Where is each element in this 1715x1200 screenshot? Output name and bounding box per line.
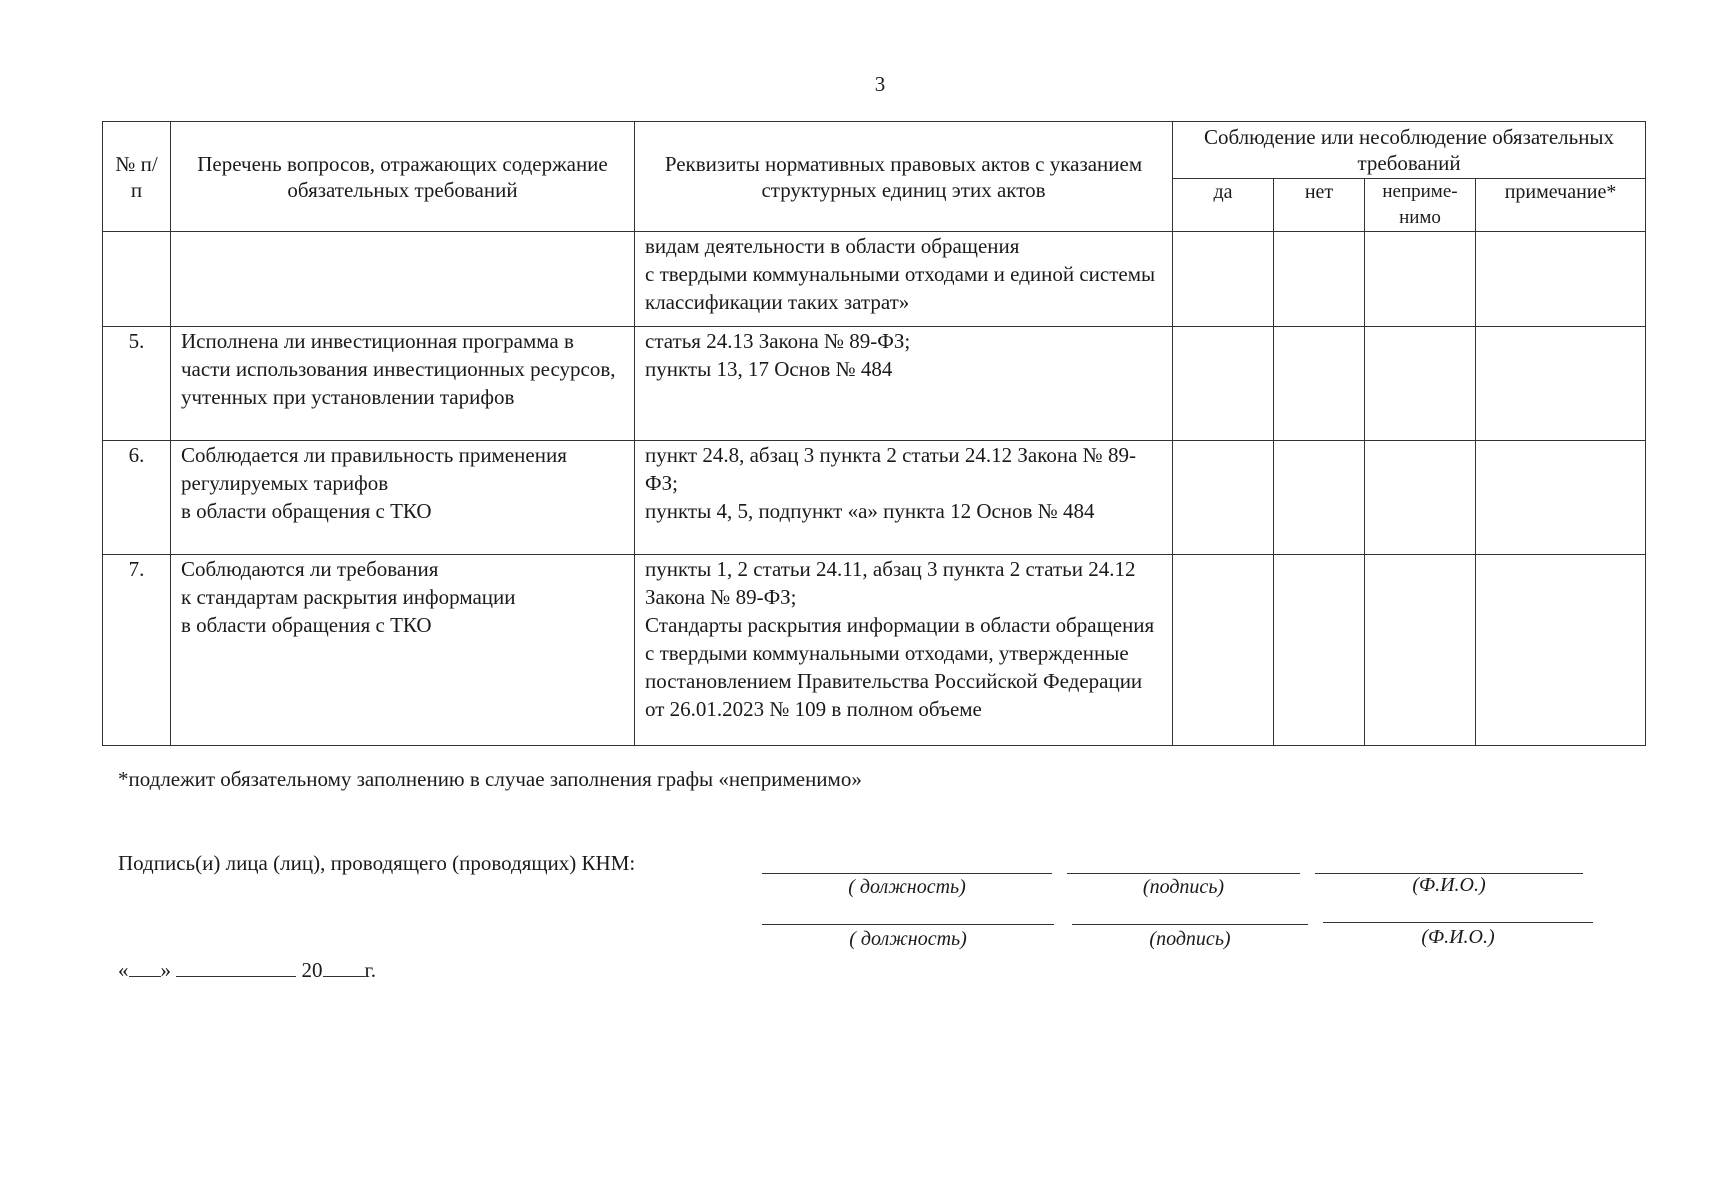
cell-note xyxy=(1476,441,1646,555)
header-not-applicable: неприме-нимо xyxy=(1365,179,1476,232)
header-compliance: Соблюдение или несоблюдение обязательных требований xyxy=(1173,122,1646,179)
cell-not-applicable xyxy=(1365,555,1476,746)
row-acts: пункты 1, 2 статьи 24.11, абзац 3 пункта 2 статьи 24.12 Закона № 89-ФЗ; Стандарты раскрытия информации в области обращения с твердыми коммунальными отходами, утвержденные постановлением Правительства Российской Федерации от 26.01.2023 № 109 в полном объеме xyxy=(635,555,1173,746)
cell-no xyxy=(1274,555,1365,746)
row-question: Соблюдается ли правильность применения регулируемых тарифов в области обращения с ТКО xyxy=(171,441,635,555)
cell-not-applicable xyxy=(1365,232,1476,327)
header-acts: Реквизиты нормативных правовых актов с указанием структурных единиц этих актов xyxy=(635,122,1173,232)
header-note: примечание* xyxy=(1476,179,1646,232)
position-caption: ( должность) xyxy=(848,876,966,898)
cell-note xyxy=(1476,555,1646,746)
table-row xyxy=(103,232,1646,327)
cell-yes xyxy=(1173,441,1274,555)
position-line xyxy=(762,873,1052,874)
row-question: Соблюдаются ли требования к стандартам раскрытия информации в области обращения с ТКО xyxy=(171,555,635,746)
row-acts: пункт 24.8, абзац 3 пункта 2 статьи 24.12 Закона № 89-ФЗ; пункты 4, 5, подпункт «а» пункта 12 Основ № 484 xyxy=(635,441,1173,555)
header-no: нет xyxy=(1274,179,1365,232)
row-num: 5. xyxy=(103,327,171,441)
row-num: 6. xyxy=(103,441,171,555)
table-row xyxy=(103,327,1646,441)
cell-note xyxy=(1476,232,1646,327)
signature-label: Подпись(и) лица (лиц), проводящего (проводящих) КНМ: xyxy=(118,851,636,875)
name-caption: (Ф.И.О.) xyxy=(1421,926,1495,948)
cell-no xyxy=(1274,441,1365,555)
header-num: № п/п xyxy=(103,122,171,232)
page-number: 3 xyxy=(874,72,886,96)
table-row xyxy=(103,441,1646,555)
cell-no xyxy=(1274,232,1365,327)
row-num: 7. xyxy=(103,555,171,746)
sign-caption: (подпись) xyxy=(1142,876,1225,898)
cell-yes xyxy=(1173,555,1274,746)
footnote: *подлежит обязательному заполнению в случае заполнения графы «неприменимо» xyxy=(118,767,862,791)
day-blank xyxy=(129,958,161,977)
date-open-quote: « xyxy=(118,958,129,982)
position-line xyxy=(762,924,1054,925)
row-num xyxy=(103,232,171,327)
name-caption: (Ф.И.О.) xyxy=(1412,874,1486,896)
table-row xyxy=(103,555,1646,746)
requirements-table xyxy=(102,121,1646,746)
year-blank xyxy=(323,958,365,977)
row-acts: статья 24.13 Закона № 89-ФЗ; пункты 13, 17 Основ № 484 xyxy=(635,327,1173,441)
sign-caption: (подпись) xyxy=(1149,928,1231,950)
month-blank xyxy=(176,958,296,977)
header-yes: да xyxy=(1173,179,1274,232)
name-line xyxy=(1323,922,1593,923)
cell-yes xyxy=(1173,232,1274,327)
date-line xyxy=(118,958,376,983)
sign-line xyxy=(1067,873,1300,874)
year-prefix: 20 xyxy=(301,958,323,982)
sign-line xyxy=(1072,924,1308,925)
date-close-quote: » xyxy=(160,958,171,982)
cell-no xyxy=(1274,327,1365,441)
year-suffix: г. xyxy=(364,958,376,982)
header-questions: Перечень вопросов, отражающих содержание обязательных требований xyxy=(171,122,635,232)
cell-not-applicable xyxy=(1365,327,1476,441)
cell-yes xyxy=(1173,327,1274,441)
cell-note xyxy=(1476,327,1646,441)
row-question xyxy=(171,232,635,327)
row-question: Исполнена ли инвестиционная программа в части использования инвестиционных ресурсов, учтенных при установлении тарифов xyxy=(171,327,635,441)
cell-not-applicable xyxy=(1365,441,1476,555)
position-caption: ( должность) xyxy=(849,928,967,950)
row-acts: видам деятельности в области обращения с твердыми коммунальными отходами и единой системы классификации таких затрат» xyxy=(635,232,1173,327)
